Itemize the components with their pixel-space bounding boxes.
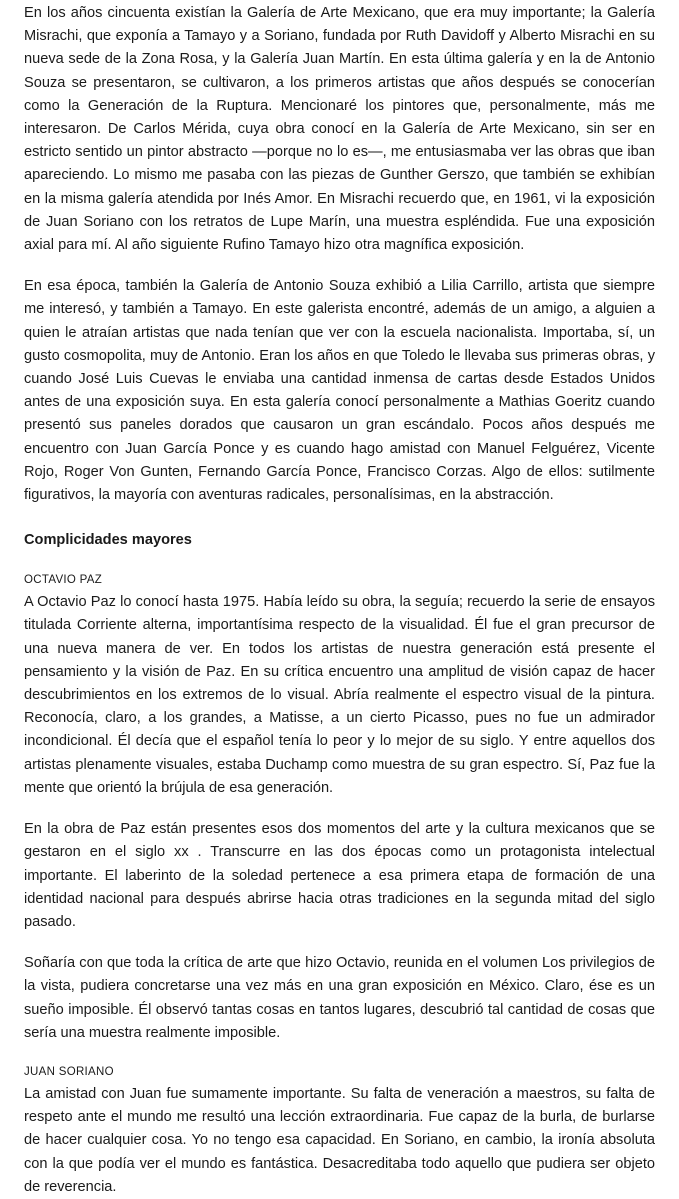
paragraph-paz-work: En la obra de Paz están presentes esos dos momentos del arte y la cultura mexicanos que se gestaron en el siglo xx . Transcurre en las dos épocas como un protagonista intelectual importante. El laberinto de la soledad pertenece a esa primera etapa de formación de una identidad nacional para después abrirse hacia otras tradiciones en la segunda mitad del siglo pasado.	[24, 821, 655, 930]
paragraph-galleries-fifties: En los años cincuenta existían la Galería de Arte Mexicano, que era muy importante; la Galería Misrachi, que exponía a Tamayo y a Soriano, fundada por Ruth Davidoff y Alberto Misrachi en su nueva sede de la Zona Rosa, y la Galería Juan Martín. En esta última galería y en la de Antonio Souza se presentaron, se cultivaron, a los primeros artistas que años después se conocerían como la Generación de la Ruptura. Mencionaré los pintores que, personalmente, más me interesaron. De Carlos Mérida, cuya obra conocí en la Galería de Arte Mexicano, sin ser en estricto sentido un pintor abstracto —porque no lo es—, me entusiasmaba ver las obras que iban apareciendo. Lo mismo me pasaba con las piezas de Gunther Gerszo, que también se exhibían en la misma galería atendida por Inés Amor. En Misrachi recuerdo que, en 1961, vi la exposición de Juan Soriano con los retratos de Lupe Marín, una muestra espléndida. Fue una exposición axial para mí. Al año siguiente Rufino Tamayo hizo otra magnífica exposición.	[24, 5, 655, 254]
paragraph-soriano: La amistad con Juan fue sumamente importante. Su falta de veneración a maestros, su falta de respeto ante el mundo me resultó una lección extraordinaria. Fue capaz de la burla, de burlarse de hacer cualquier cosa. Yo no tengo esa capacidad. En Soriano, en cambio, la ironía absoluta con la que podía ver el mundo es fantástica. Desacreditaba todo aquello que pudiera ser objeto de reverencia.	[24, 1085, 655, 1195]
paragraph-souza-gallery: En esa época, también la Galería de Antonio Souza exhibió a Lilia Carrillo, artista que siempre me interesó, y también a Tamayo. En este galerista encontré, además de un amigo, a alguien a quien le atraían artistas que nada tenían que ver con la escuela nacionalista. Importaba, sí, un gusto cosmopolita, muy de Antonio. Eran los años en que Toledo le llevaba sus primeras obras, y cuando José Luis Cuevas le enviaba una cantidad inmensa de cartas desde Estados Unidos antes de una exposición suya. En esta galería conocí personalmente a Mathias Goeritz cuando presentó sus paneles dorados que causaron un gran escándalo. Pocos años después me encuentro con Juan García Ponce y es cuando hago amistad con Manuel Felguérez, Vicente Rojo, Roger Von Gunten, Fernando García Ponce, Francisco Corzas. Algo de ellos: sutilmente figurativos, la mayoría con aventuras radicales, personalísimas, en la abstracción.	[24, 278, 655, 504]
subsection-label-juan-soriano: JUAN SORIANO	[24, 1065, 114, 1078]
subsection-label-octavio-paz: OCTAVIO PAZ	[24, 574, 103, 587]
paragraph-paz-intro: A Octavio Paz lo conocí hasta 1975. Había leído su obra, la seguía; recuerdo la serie de ensayos titulada Corriente alterna, importantísima respecto de la visualidad. Él fue el gran precursor de una nueva manera de ver. En todos los artistas de nuestra generación está presente el pensamiento y la visión de Paz. En su crítica encuentro una amplitud de visión capaz de hacer descubrimientos en los extremos de lo visual. Abría realmente el espectro visual de la pintura. Reconocía, claro, a los grandes, a Matisse, a un cierto Picasso, pues no fue un admirador incondicional. Él decía que el español tenía lo peor y lo mejor de su siglo. Y entre aquellos dos artistas plenamente visuales, estaba Duchamp como muestra de su gran espectro. Sí, Paz fue la mente que orientó la brújula de esa generación.	[24, 594, 655, 796]
paragraph-paz-criticism: Soñaría con que toda la crítica de arte que hizo Octavio, reunida en el volumen Los privilegios de la vista, pudiera concretarse una vez más en una gran exposición en México. Claro, ése es un sueño imposible. Él observó tantas cosas en tantos lugares, descubrió tal cantidad de cosas que sería una muestra realmente imposible.	[24, 955, 655, 1041]
section-heading: Complicidades mayores	[24, 532, 192, 549]
